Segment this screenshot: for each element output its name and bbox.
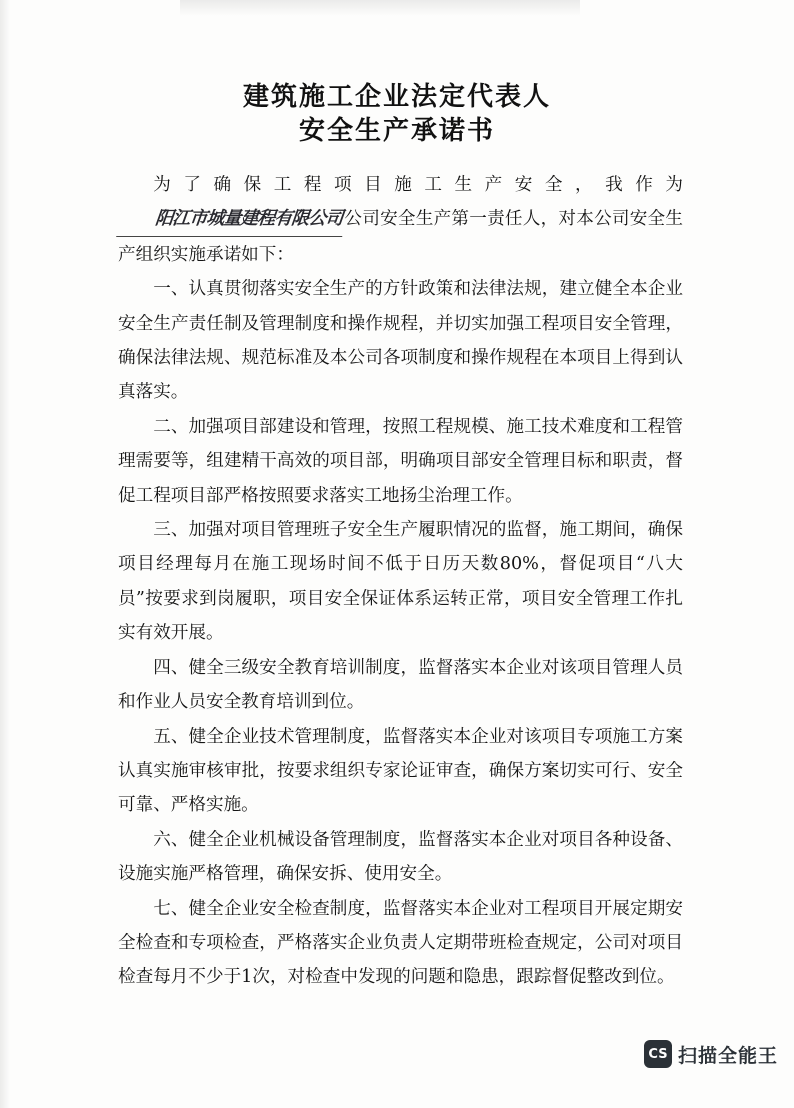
commitment-item-2: 二、加强项目部建设和管理，按照工程规模、施工技术难度和工程管理需要等，组建精干高效的项目部，明确项目部安全管理目标和职责，督促工程项目部严格按照要求落实工地扬尘治理工作。 — [118, 416, 683, 506]
intro-paragraph — [118, 168, 683, 272]
commitment-item-6: 六、健全企业机械设备管理制度，监督落实本企业对项目各种设备、设施实施严格管理，确保安拆、使用安全。 — [118, 829, 683, 885]
scanner-watermark — [644, 1040, 778, 1068]
commitment-item-7: 七、健全企业安全检查制度，监督落实本企业对工程项目开展定期安全检查和专项检查，严格落实企业负责人定期带班检查规定，公司对项目检查每月不少于1次，对检查中发现的问题和隐患，跟踪督促整改到位。 — [118, 898, 683, 988]
handwritten-company-name: 阳江市城量建程有限公司 — [116, 202, 346, 237]
intro-text-after: 公司安全生产第一责任人，对本公司安全生产组织实施承诺如下： — [118, 209, 683, 265]
document-title-line2: 安全生产承诺书 — [298, 116, 495, 146]
commitment-item-5: 五、健全企业技术管理制度，监督落实本企业对该项目专项施工方案认真实施审核审批，按要求组织专家论证审查，确保方案切实可行、安全可靠、严格实施。 — [118, 726, 683, 816]
commitment-item-4: 四、健全三级安全教育培训制度，监督落实本企业对该项目管理人员和作业人员安全教育培训到位。 — [118, 657, 683, 713]
commitment-item-3: 三、加强对项目管理班子安全生产履职情况的监督，施工期间，确保项目经理每月在施工现场时间不低于日历天数80%，督促项目“八大员”按要求到岗履职，项目安全保证体系运转正常，项目安全管理工作扎实有效开展。 — [118, 520, 683, 644]
scan-edge-shadow — [0, 0, 10, 1108]
commitment-item-1: 一、认真贯彻落实安全生产的方针政策和法律法规，建立健全本企业安全生产责任制及管理制度和操作规程，并切实加强工程项目安全管理，确保法律法规、规范标准及本公司各项制度和操作规程在本项目上得到认真落实。 — [118, 279, 683, 403]
document-body — [118, 168, 683, 995]
document-title-line1: 建筑施工企业法定代表人 — [242, 82, 551, 112]
watermark-label: 扫描全能王 — [677, 1044, 778, 1067]
scan-smudge — [180, 0, 580, 16]
camscanner-logo-icon: CS — [644, 1040, 672, 1068]
intro-text-before: 为了确保工程项目施工生产安全，我作为 — [153, 175, 683, 195]
